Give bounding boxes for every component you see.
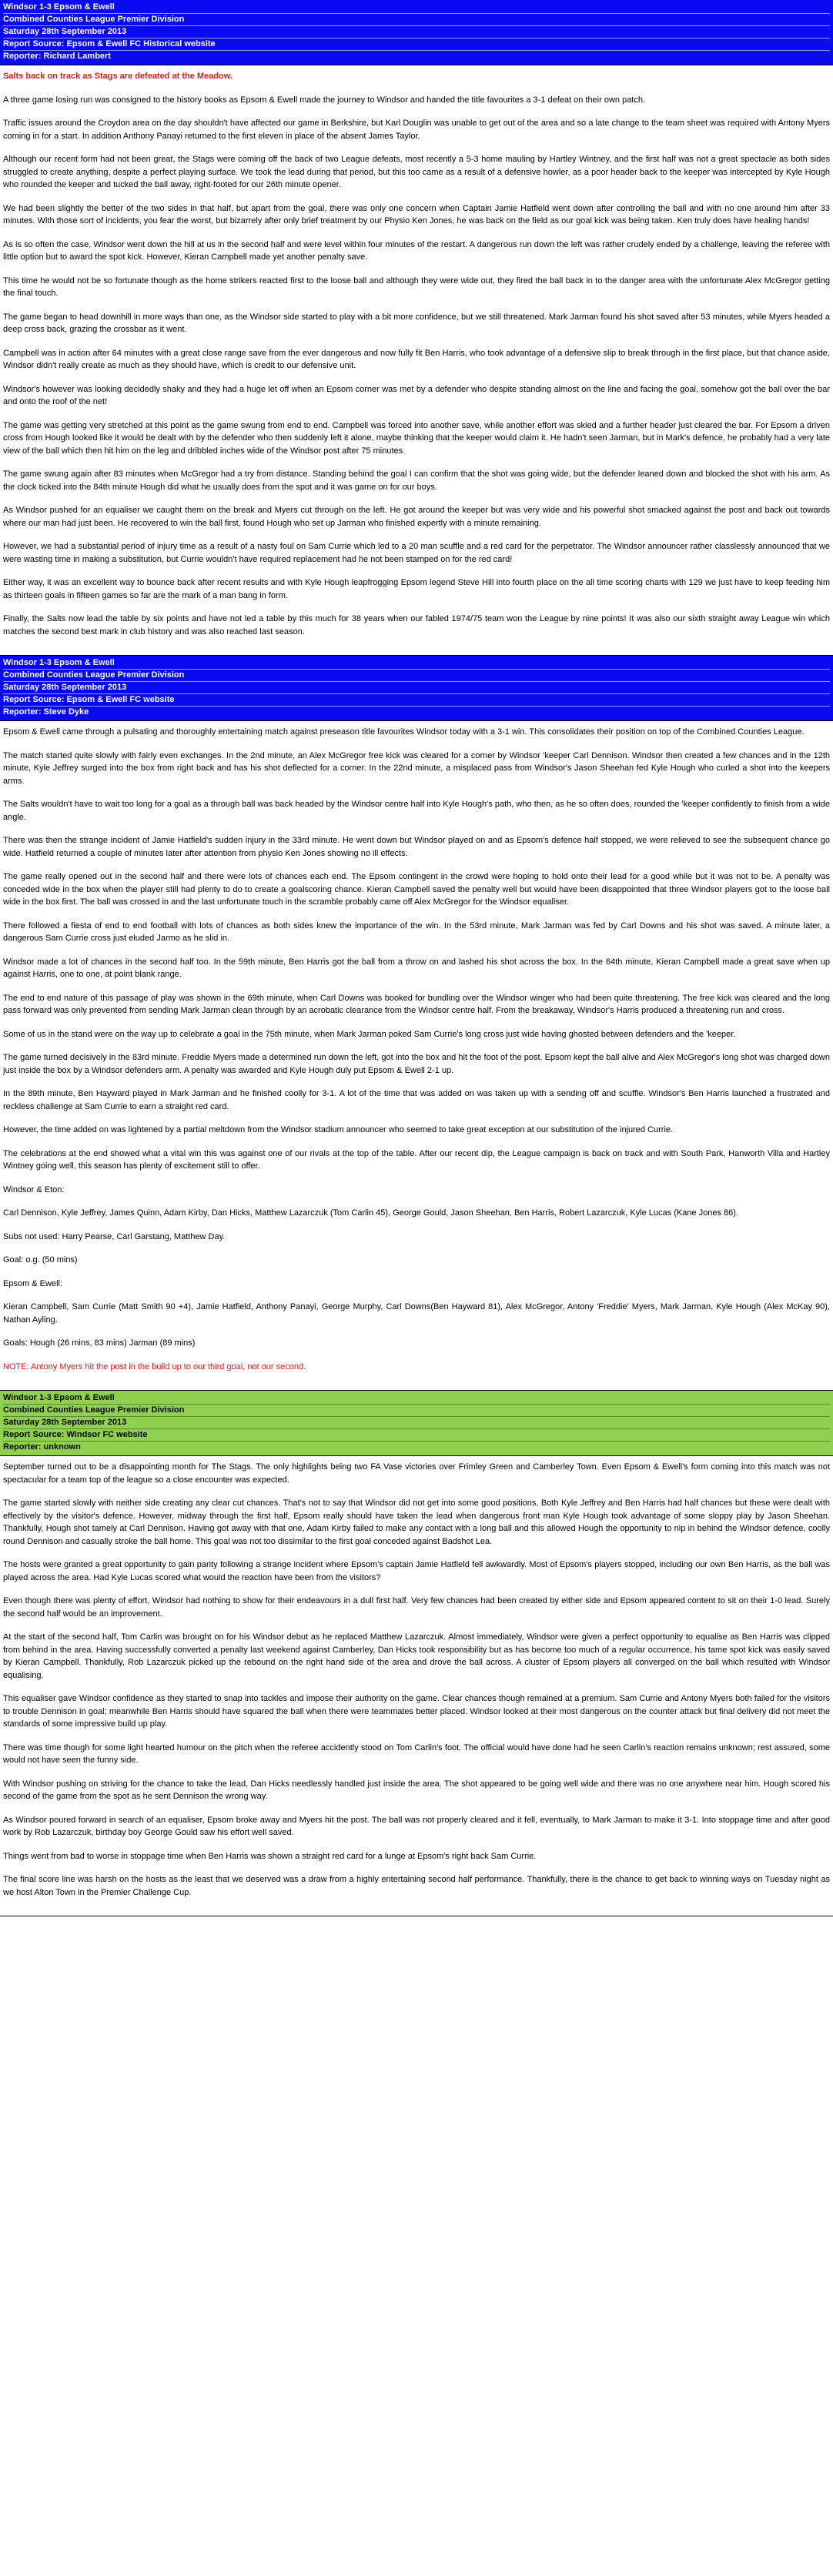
report-1-header: [0, 0, 833, 65]
report-1-match-title: Windsor 1-3 Epsom & Ewell: [3, 2, 830, 14]
report-1-paragraph: This time he would not be so fortunate though as the home strikers reacted first to the loose ball and although they were wide out, they fired the ball back in to the danger area with the unfortunate Alex McGregor getting the final touch.: [3, 276, 830, 298]
report-3-source: Report Source: Windsor FC website: [3, 1429, 830, 1442]
report-3-date: Saturday 28th September 2013: [3, 1417, 830, 1429]
report-1-reporter: Reporter: Richard Lambert: [3, 52, 111, 61]
report-3-paragraph: The hosts were granted a great opportunity to gain parity following a strange incident where Epsom's captain Jamie Hatfield fell awkwardly. Most of Epsom's players stopped, including our own Ben Harris, as the ball was played across the area. Had Kyle Lucas scored what would the reaction have been from the visitors?: [3, 1560, 830, 1582]
report-3-paragraph: Even though there was plenty of effort, Windsor had nothing to show for their endeavours in a dull first half. Very few chances had been created by either side and Epsom appeared content to sit on their 1-0 lead. Surely the second half would be an improvement.: [3, 1596, 830, 1619]
report-2-paragraph: There followed a fiesta of end to end football with lots of chances as both sides knew the importance of the win. In the 53rd minute, Mark Jarman was fed by Carl Downs and his shot was saved. A minute later, a dangerous Sam Currie cross just eluded Jarmo as he slid in.: [3, 920, 830, 943]
report-2-date: Saturday 28th September 2013: [3, 682, 830, 694]
report-2-paragraph: The Salts wouldn't have to wait too long for a goal as a through ball was back headed by the Windsor centre half into Kyle Hough's path, who then, as he so often does, rounded the 'keeper confidently to finish from a wide angle.: [3, 800, 830, 822]
report-3-paragraph: As Windsor poured forward in search of an equaliser, Epsom broke away and Myers hit the post. The ball was not properly cleared and it fell, eventually, to Mark Jarman to make it 3-1. Into stoppage time and after good work by Rob Lazarczuk, birthday boy George Gould saw his effort well saved.: [3, 1815, 830, 1837]
report-3-match-title: Windsor 1-3 Epsom & Ewell: [3, 1392, 830, 1405]
report-2-paragraph: There was then the strange incident of Jamie Hatfield's sudden injury in the 33rd minute. He went down but Windsor played on and as Epsom's defence half stopped, we were relieved to see the subsequent chance go wide. Hatfield returned a couple of minutes later after attention from physio Ken Jones showing no ill effects.: [3, 836, 830, 858]
report-2-paragraph: However, the time added on was lightened by a partial meltdown from the Windsor stadium announcer who seemed to take great exception at our substitution of the injured Currie.: [3, 1125, 674, 1134]
report-2-paragraph: The end to end nature of this passage of play was shown in the 69th minute, when Carl Downs was booked for bundling over the Windsor winger who had been quite threatening. The free kick was cleared and the long pass forward was only prevented from sending Mark Jarman clean through by an acrobatic clearance from the Windsor centre half. From the breakaway, Windsor's Harris produced a threatening run and cross.: [3, 993, 830, 1015]
report-1-paragraph: The game swung again after 83 minutes when McGregor had a try from distance. Standing behind the goal I can confirm that the shot was going wide, but the defender leaned down and blocked the shot with his arm. As the clock ticked into the 84th minute Hough did what he usually does from the spot and it was game on for our boys.: [3, 469, 830, 492]
report-1-paragraph: As is so often the case, Windsor went down the hill at us in the second half and were level within four minutes of the restart. A dangerous run down the left was rather crudely ended by a challenge, leaving the referee with little option but to award the spot kick. However, Kieran Campbell made yet another penalty save.: [3, 239, 830, 262]
report-3-paragraph: With Windsor pushing on striving for the chance to take the lead, Dan Hicks needlessly handled just inside the area. The shot appeared to be going well wide and there was no one anywhere near him. Hough scored his second of the game from the spot as he sent Dennison the wrong way.: [3, 1779, 830, 1801]
report-2: [0, 656, 833, 1391]
report-1-paragraph: Although our recent form had not been great, the Stags were coming off the back of two League defeats, most recently a 5-3 home mauling by Hartley Wintney, and the first half was not a great spectacle as both sides struggled to create anything, despite a perfect playing surface. We took the lead during that period, but this too came as a result of a defensive howler, as a poor header back to the keeper was intercepted by Kyle Hough who rounded the keeper and tucked the ball away, right-footed for our 26th minute opener.: [3, 155, 830, 189]
report-2-paragraph: In the 89th minute, Ben Hayward played in Mark Jarman and he finished coolly for 3-1. A lot of the time that was added on was taken up with a sending off and scuffle. Windsor's Ben Harris launched a frustrated and reckless challenge at Sam Currie to earn a straight red card.: [3, 1089, 830, 1111]
report-1: [0, 0, 833, 656]
report-3-paragraph: The game started slowly with neither side creating any clear cut chances. That's not to say that Windsor did not get into some good positions. Both Kyle Jeffrey and Ben Harris had half chances but these were dealt with effectively by the visitor's defence. However, midway through the first half, Epsom really should have taken the lead when dangerous front man Kyle Hough took advantage of some sloppy play by Jason Sheehan. Thankfully, Hough shot tamely at Carl Dennison. Having got away with that one, Adam Kirby failed to make any contact with a long ball and this allowed Hough the opportunity to nip in behind the Windsor defence, coolly round Dennison and casually stroke the ball home. This goal was not too dissimilar to the first goal conceded against Badshot Lea.: [3, 1498, 830, 1546]
report-3-body: [0, 1456, 833, 1916]
report-1-headline: Salts back on track as Stags are defeated at the Meadow.: [3, 72, 233, 81]
lineup-epsom-title: Epsom & Ewell:: [3, 1278, 63, 1288]
report-2-paragraph: Epsom & Ewell came through a pulsating and thoroughly entertaining match against preseason title favourites Windsor today with a 3-1 win. This consolidates their position on top of the Combined Counties League.: [3, 727, 805, 737]
report-1-paragraph: We had been slightly the better of the two sides in that half, but apart from the goal, there was only one concern when Captain Jamie Hatfield went down after controlling the ball and with no one around him after 33 minutes. With those sort of incidents, you fear the worst, but bizarrely after only brief treatment by our Physio Ken Jones, he was back on the field as our goal kick was being taken. Ken truly does have healing hands!: [3, 203, 830, 226]
report-3-competition: Combined Counties League Premier Division: [3, 1405, 830, 1417]
report-1-source: Report Source: Epsom & Ewell FC Historical website: [3, 38, 830, 51]
report-3-paragraph: September turned out to be a disappointing month for The Stags. The only highlights being two FA Vase victories over Frimley Green and Camberley Town. Even Epsom & Ewell's form coming into this match was not spectacular for a team top of the league so a close encounter was expected.: [3, 1462, 830, 1485]
lineup-epsom: [3, 1278, 830, 1350]
report-1-date: Saturday 28th September 2013: [3, 26, 830, 38]
lineup-windsor-subs: Subs not used: Harry Pearse, Carl Garstang, Matthew Day.: [3, 1231, 226, 1241]
lineup-windsor-title: Windsor & Eton:: [3, 1184, 65, 1194]
report-1-paragraph: Campbell was in action after 64 minutes with a great close range save from the ever dangerous and now fully fit Ben Harris, who took advantage of a defensive slip to break through in the first place, but that chance aside, Windsor didn't really create as much as they should have, which is credit to our defensive unit.: [3, 348, 830, 370]
lineup-windsor-goals: Goal: o.g. (50 mins): [3, 1255, 78, 1265]
report-2-source: Report Source: Epsom & Ewell FC website: [3, 694, 830, 707]
report-2-paragraph: The match started quite slowly with fairly even exchanges. In the 2nd minute, an Alex McGregor free kick was cleared for a corner by Windsor 'keeper Carl Dennison. Windsor then created a few chances and in the 12th minute, Kyle Jeffrey surged into the box from right back and has his shot deflected for a corner. In the 22nd minute, a misplaced pass from Windsor's Jason Sheehan fed Kyle Hough who curled a shot into the keepers arms.: [3, 750, 830, 786]
report-3-paragraph: This equaliser gave Windsor confidence as they started to snap into tackles and impose their authority on the game. Clear chances though remained at a premium. Sam Currie and Antony Myers both failed for the visitors to trouble Dennison in goal; meanwhile Ben Harris should have squared the ball when there were teammates better placed. Windsor looked at their most dangerous on the counter attack but final delivery did not meet the standards of some impressive build up play.: [3, 1694, 830, 1729]
lineup-epsom-players: Kieran Campbell, Sam Currie (Matt Smith 90 +4), Jamie Hatfield, Anthony Panayi, George Murphy, Carl Downs(Ben Hayward 81), Alex McGregor, Antony 'Freddie' Myers, Mark Jarman, Kyle Hough (Alex McKay 90), Nathan Ayling.: [3, 1302, 830, 1325]
report-2-paragraph: Some of us in the stand were on the way up to celebrate a goal in the 75th minute, when Mark Jarman poked Sam Currie's long cross just wide having ghosted between defenders and the 'keeper.: [3, 1029, 736, 1039]
report-1-paragraph: The game was getting very stretched at this point as the game swung from end to end. Campbell was forced into another save, while another effort was skied and a further header just cleared the bar. For Epsom a driven cross from Hough looked like it would be dealt with by the defender who then suddenly left it alone, maybe thinking that the keeper would claim it. He hadn't seen Jarman, but in Mark's defence, he probably had a very late view of the ball which then hit him on the leg and dribbled inches wide of the Windsor post after 75 minutes.: [3, 420, 830, 456]
report-2-paragraph: The game really opened out in the second half and there were lots of chances each end. The Epsom contingent in the crowd were hoping to hold onto their lead for a good while but it was not to be. A penalty was conceded wide in the box when the player still had plenty to do to create a goalscoring chance. Kieran Campbell saved the penalty well but would have been disappointed that three Windsor players got to the loose ball wide in the box first. The ball was crossed in and the last unfortunate touch in the scramble probably came off Alex McGregor for the Windsor equaliser.: [3, 872, 830, 907]
report-1-paragraph: Finally, the Salts now lead the table by six points and have not led a table by this much for 38 years when our fabled 1974/75 team won the League by nine points! It was also our sixth straight away League win which matches the second best mark in club history and was also reached last season.: [3, 614, 830, 636]
report-1-paragraph: Either way, it was an excellent way to bounce back after recent results and with Kyle Hough leapfrogging Epsom legend Steve Hill into fourth place on the all time scoring charts with 129 we just have to keep feeding him as thirteen goals in fifteen games so far are the mark of a man bang in form.: [3, 578, 830, 600]
report-3-header: [0, 1391, 833, 1456]
report-3-paragraph: At the start of the second half, Tom Carlin was brought on for his Windsor debut as he replaced Matthew Lazarczuk. Almost immediately, Windsor were given a perfect opportunity to equalise as Ben Harris was clipped from behind in the area. Having successfully converted a penalty last weekend against Camberley, Dan Hicks took responsibility but as has become too much of a regular occurrence, his tame spot kick was easily saved by Kieran Campbell. Thankfully, Rob Lazarczuk picked up the rebound on the right hand side of the area and drove the ball across. A cluster of Epsom players all converged on the ball which resulted with Windsor equalising.: [3, 1632, 830, 1680]
report-3-paragraph: The final score line was harsh on the hosts as the least that we deserved was a draw from a highly entertaining second half performance. Thankfully, there is the chance to get back to winning ways on Tuesday night as we host Alton Town in the Premier Challenge Cup.: [3, 1875, 830, 1897]
report-2-paragraph: The celebrations at the end showed what a vital win this was against one of our rivals at the top of the table. After our recent dip, the League campaign is back on track and with South Park, Hanworth Villa and Hartley Wintney going well, this season has plenty of excitement still to offer.: [3, 1148, 830, 1171]
report-2-paragraph: Windsor made a lot of chances in the second half too. In the 59th minute, Ben Harris got the ball from a throw on and lashed his shot across the box. In the 64th minute, Kieran Campbell made a great save when up against Harris, one to one, at point blank range.: [3, 957, 830, 979]
report-2-header: [0, 656, 833, 721]
report-1-paragraph: Windsor's however was looking decidedly shaky and they had a huge let off when an Epsom corner was met by a defender who despite standing almost on the line and facing the goal, somehow got the ball over the bar and onto the roof of the net!: [3, 384, 830, 406]
report-1-paragraph: However, we had a substantial period of injury time as a result of a nasty foul on Sam Currie which led to a 20 man scuffle and a red card for the perpetrator. The Windsor announcer rather classlessly announced that we were wasting time in making a substitution, but Currie wouldn't have required replacement had he not been stamped on for the red card!: [3, 542, 830, 564]
report-2-paragraph: The game turned decisively in the 83rd minute. Freddie Myers made a determined run down the left, got into the box and hit the foot of the post. Epsom kept the ball alive and Alex McGregor's long shot was charged down just inside the box by a Windsor defenders arm. A penalty was awarded and Kyle Hough duly put Epsom & Ewell 2-1 up.: [3, 1053, 830, 1075]
report-2-match-title: Windsor 1-3 Epsom & Ewell: [3, 657, 830, 670]
report-3-paragraph: There was time though for some light hearted humour on the pitch when the referee accidently stood on Tom Carlin's foot. The official would have done had he seen Carlin's reaction remains unknown; rest assured, some would not have seen the funny side.: [3, 1742, 830, 1765]
report-2-competition: Combined Counties League Premier Division: [3, 670, 830, 682]
report-3: [0, 1391, 833, 1916]
report-2-body: [0, 721, 833, 1390]
lineup-windsor: [3, 1184, 830, 1267]
report-1-paragraph: The game began to head downhill in more ways than one, as the Windsor side started to play with a bit more confidence, but we still threatened. Mark Jarman found his shot saved after 53 minutes, while Myers headed a deep cross back, grazing the crossbar as it went.: [3, 312, 830, 334]
report-2-note: NOTE: Antony Myers hit the post in the build up to our third goal, not our second.: [3, 1362, 306, 1372]
report-2-reporter: Reporter: Steve Dyke: [3, 707, 89, 717]
report-1-paragraph: A three game losing run was consigned to the history books as Epsom & Ewell made the journey to Windsor and handed the title favourites a 3-1 defeat on their own patch.: [3, 95, 646, 105]
report-1-paragraph: As Windsor pushed for an equaliser we caught them on the break and Myers cut through on the left. He got around the keeper but was very wide and his powerful shot smacked against the post and back out towards where our man had just been. He recovered to win the ball first, found Hough who set up Jarman who finished expertly with a minute remaining.: [3, 506, 830, 528]
report-1-competition: Combined Counties League Premier Division: [3, 14, 830, 26]
lineup-epsom-goals: Goals: Hough (26 mins, 83 mins) Jarman (89 mins): [3, 1338, 196, 1348]
lineup-windsor-players: Carl Dennison, Kyle Jeffrey, James Quinn, Adam Kirby, Dan Hicks, Matthew Lazarczuk (Tom Carlin 45), George Gould, Jason Sheehan, Ben Harris, Robert Lazarczuk, Kyle Lucas (Kane Jones 86).: [3, 1208, 738, 1218]
report-1-body: [0, 65, 833, 655]
report-3-paragraph: Things went from bad to worse in stoppage time when Ben Harris was shown a straight red card for a lunge at Epsom's right back Sam Currie.: [3, 1851, 537, 1861]
report-1-paragraph: Traffic issues around the Croydon area on the day shouldn't have affected our game in Berkshire, but Karl Douglin was unable to get out of the area and so a late change to the team sheet was required with Antony Myers coming in for a start. In addition Anthony Panayi returned to the first eleven in place of the absent James Taylor.: [3, 119, 830, 141]
report-3-reporter: Reporter: unknown: [3, 1442, 81, 1452]
